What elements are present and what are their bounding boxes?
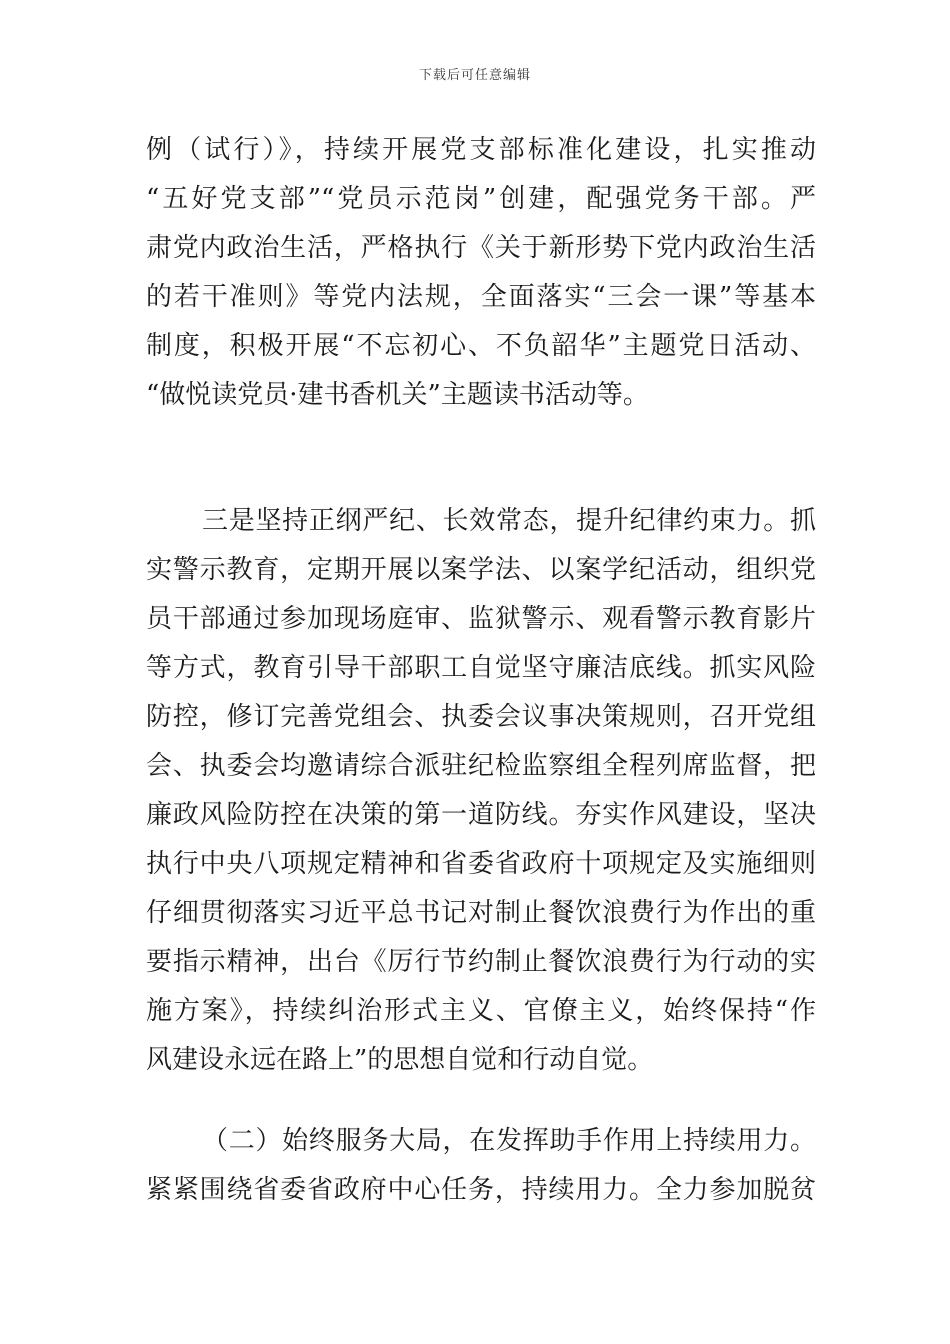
text-line: 三是坚持正纲严纪、长效常态，提升纪律约束力。抓 [202,506,816,536]
paragraph-discipline [146,497,816,1085]
text-line: 例（试行）》，持续开展党支部标准化建设，扎实推动 [146,135,816,165]
text-line: 廉政风险防控在决策的第一道防线。夯实作风建设，坚决 [146,800,816,830]
paragraph-party-building [146,126,816,420]
text-line: 风建设永远在路上”的思想自觉和行动自觉。 [146,1045,654,1075]
text-line: 会、执委会均邀请综合派驻纪检监察组全程列席监督，把 [146,751,816,781]
header-note: 下载后可任意编辑 [418,68,531,83]
paragraph-serve-overall [146,1117,816,1215]
text-line: 实警示教育，定期开展以案学法、以案学纪活动，组织党 [146,555,816,585]
text-line: 防控，修订完善党组会、执委会议事决策规则，召开党组 [146,702,816,732]
text-line: “五好党支部”“党员示范岗”创建，配强党务干部。严 [146,184,816,214]
text-line: 的若干准则》等党内法规，全面落实“三会一课”等基本 [146,282,816,312]
text-line: 紧紧围绕省委省政府中心任务，持续用力。全力参加脱贫 [146,1175,816,1205]
text-line: 肃党内政治生活，严格执行《关于新形势下党内政治生活 [146,233,816,263]
text-line: 制度，积极开展“不忘初心、不负韶华”主题党日活动、 [146,331,816,361]
text-line: （二）始终服务大局，在发挥助手作用上持续用力。 [202,1126,816,1156]
text-line: 执行中央八项规定精神和省委省政府十项规定及实施细则 [146,849,816,879]
text-line: 要指示精神，出台《厉行节约制止餐饮浪费行为行动的实 [146,947,816,977]
text-line: 仔细贯彻落实习近平总书记对制止餐饮浪费行为作出的重 [146,898,816,928]
text-line: 等方式，教育引导干部职工自觉坚守廉洁底线。抓实风险 [146,653,816,683]
text-line: 施方案》，持续纠治形式主义、官僚主义，始终保持“作 [146,996,816,1026]
text-line: 员干部通过参加现场庭审、监狱警示、观看警示教育影片 [146,604,816,634]
text-line: “做悦读党员·建书香机关”主题读书活动等。 [146,380,649,410]
